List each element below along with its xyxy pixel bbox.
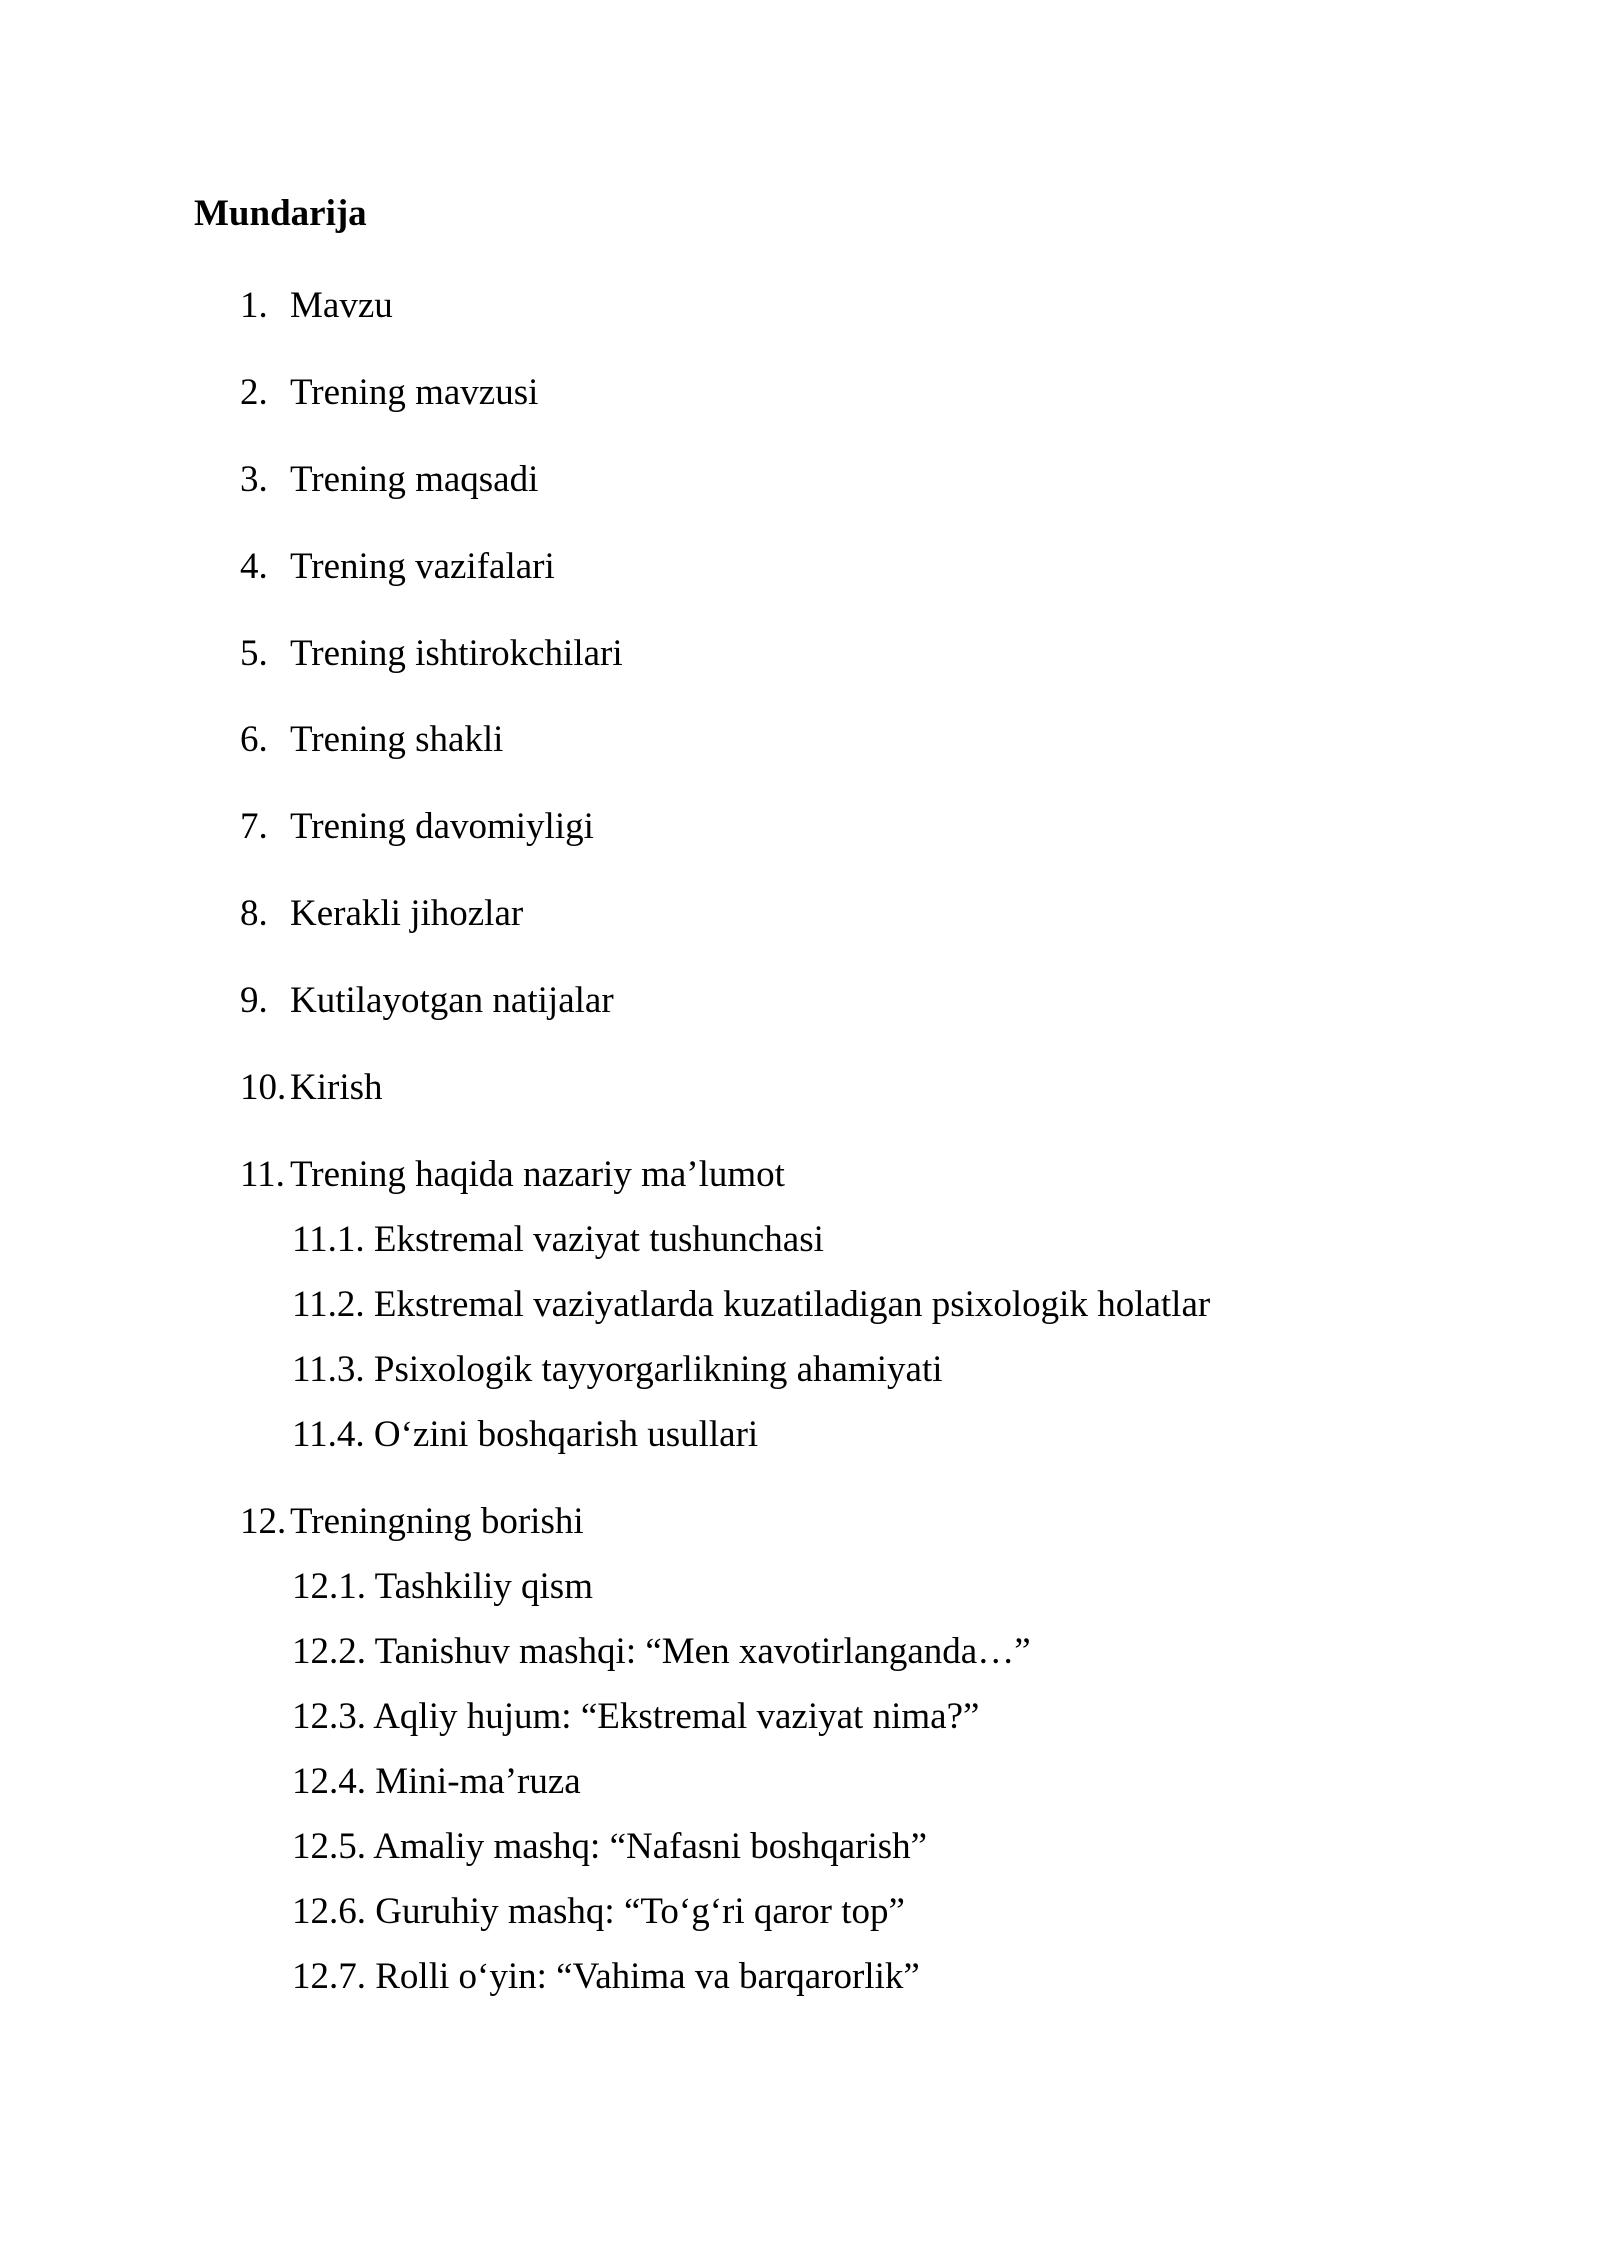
- toc-item-label: Trening haqida nazariy ma’lumot: [290, 1154, 785, 1195]
- toc-subitem: 12.6. Guruhiy mashq: “To‘g‘ri qaror top”: [292, 1891, 905, 1932]
- toc-item-number: 11.: [240, 1154, 285, 1195]
- toc-subitem: 12.4. Mini-ma’ruza: [292, 1761, 581, 1802]
- toc-subitem: 12.5. Amaliy mashq: “Nafasni boshqarish”: [292, 1826, 928, 1867]
- toc-item-label: Kerakli jihozlar: [290, 893, 524, 934]
- toc-subitem: 12.3. Aqliy hujum: “Ekstremal vaziyat nima?”: [292, 1696, 980, 1737]
- toc-item-number: 3.: [240, 459, 268, 500]
- toc-item-label: Trening ishtirokchilari: [290, 633, 623, 674]
- toc-item-label: Trening vazifalari: [290, 546, 555, 587]
- toc-item-number: 12.: [240, 1501, 287, 1542]
- page-title: Mundarija: [194, 193, 367, 234]
- toc-item-number: 2.: [240, 372, 268, 413]
- toc-item-number: 6.: [240, 719, 268, 760]
- toc-item-label: Mavzu: [290, 285, 393, 326]
- toc-item-label: Trening mavzusi: [290, 372, 539, 413]
- toc-subitem: 12.7. Rolli o‘yin: “Vahima va barqarorlik”: [292, 1956, 920, 1997]
- toc-subitem: 12.2. Tanishuv mashqi: “Men xavotirlanganda…”: [292, 1631, 1031, 1672]
- toc-item-number: 1.: [240, 285, 268, 326]
- toc-item-number: 4.: [240, 546, 268, 587]
- toc-item-label: Kutilayotgan natijalar: [290, 980, 614, 1021]
- toc-subitem: 11.3. Psixologik tayyorgarlikning ahamiyati: [292, 1349, 943, 1390]
- toc-subitem: 11.4. O‘zini boshqarish usullari: [292, 1414, 759, 1455]
- toc-item-label: Treningning borishi: [290, 1501, 584, 1542]
- toc-item-number: 9.: [240, 980, 268, 1021]
- toc-item-number: 8.: [240, 893, 268, 934]
- toc-item-number: 10.: [240, 1067, 287, 1108]
- toc-subitem: 11.1. Ekstremal vaziyat tushunchasi: [292, 1219, 824, 1260]
- toc-item-number: 5.: [240, 633, 268, 674]
- toc-item-label: Trening maqsadi: [290, 459, 539, 500]
- toc-item-label: Kirish: [290, 1067, 383, 1108]
- toc-subitem: 11.2. Ekstremal vaziyatlarda kuzatiladigan psixologik holatlar: [292, 1284, 1211, 1325]
- toc-subitem: 12.1. Tashkiliy qism: [292, 1566, 593, 1607]
- toc-item-label: Trening davomiyligi: [290, 806, 594, 847]
- toc-item-label: Trening shakli: [290, 719, 504, 760]
- toc-item-number: 7.: [240, 806, 268, 847]
